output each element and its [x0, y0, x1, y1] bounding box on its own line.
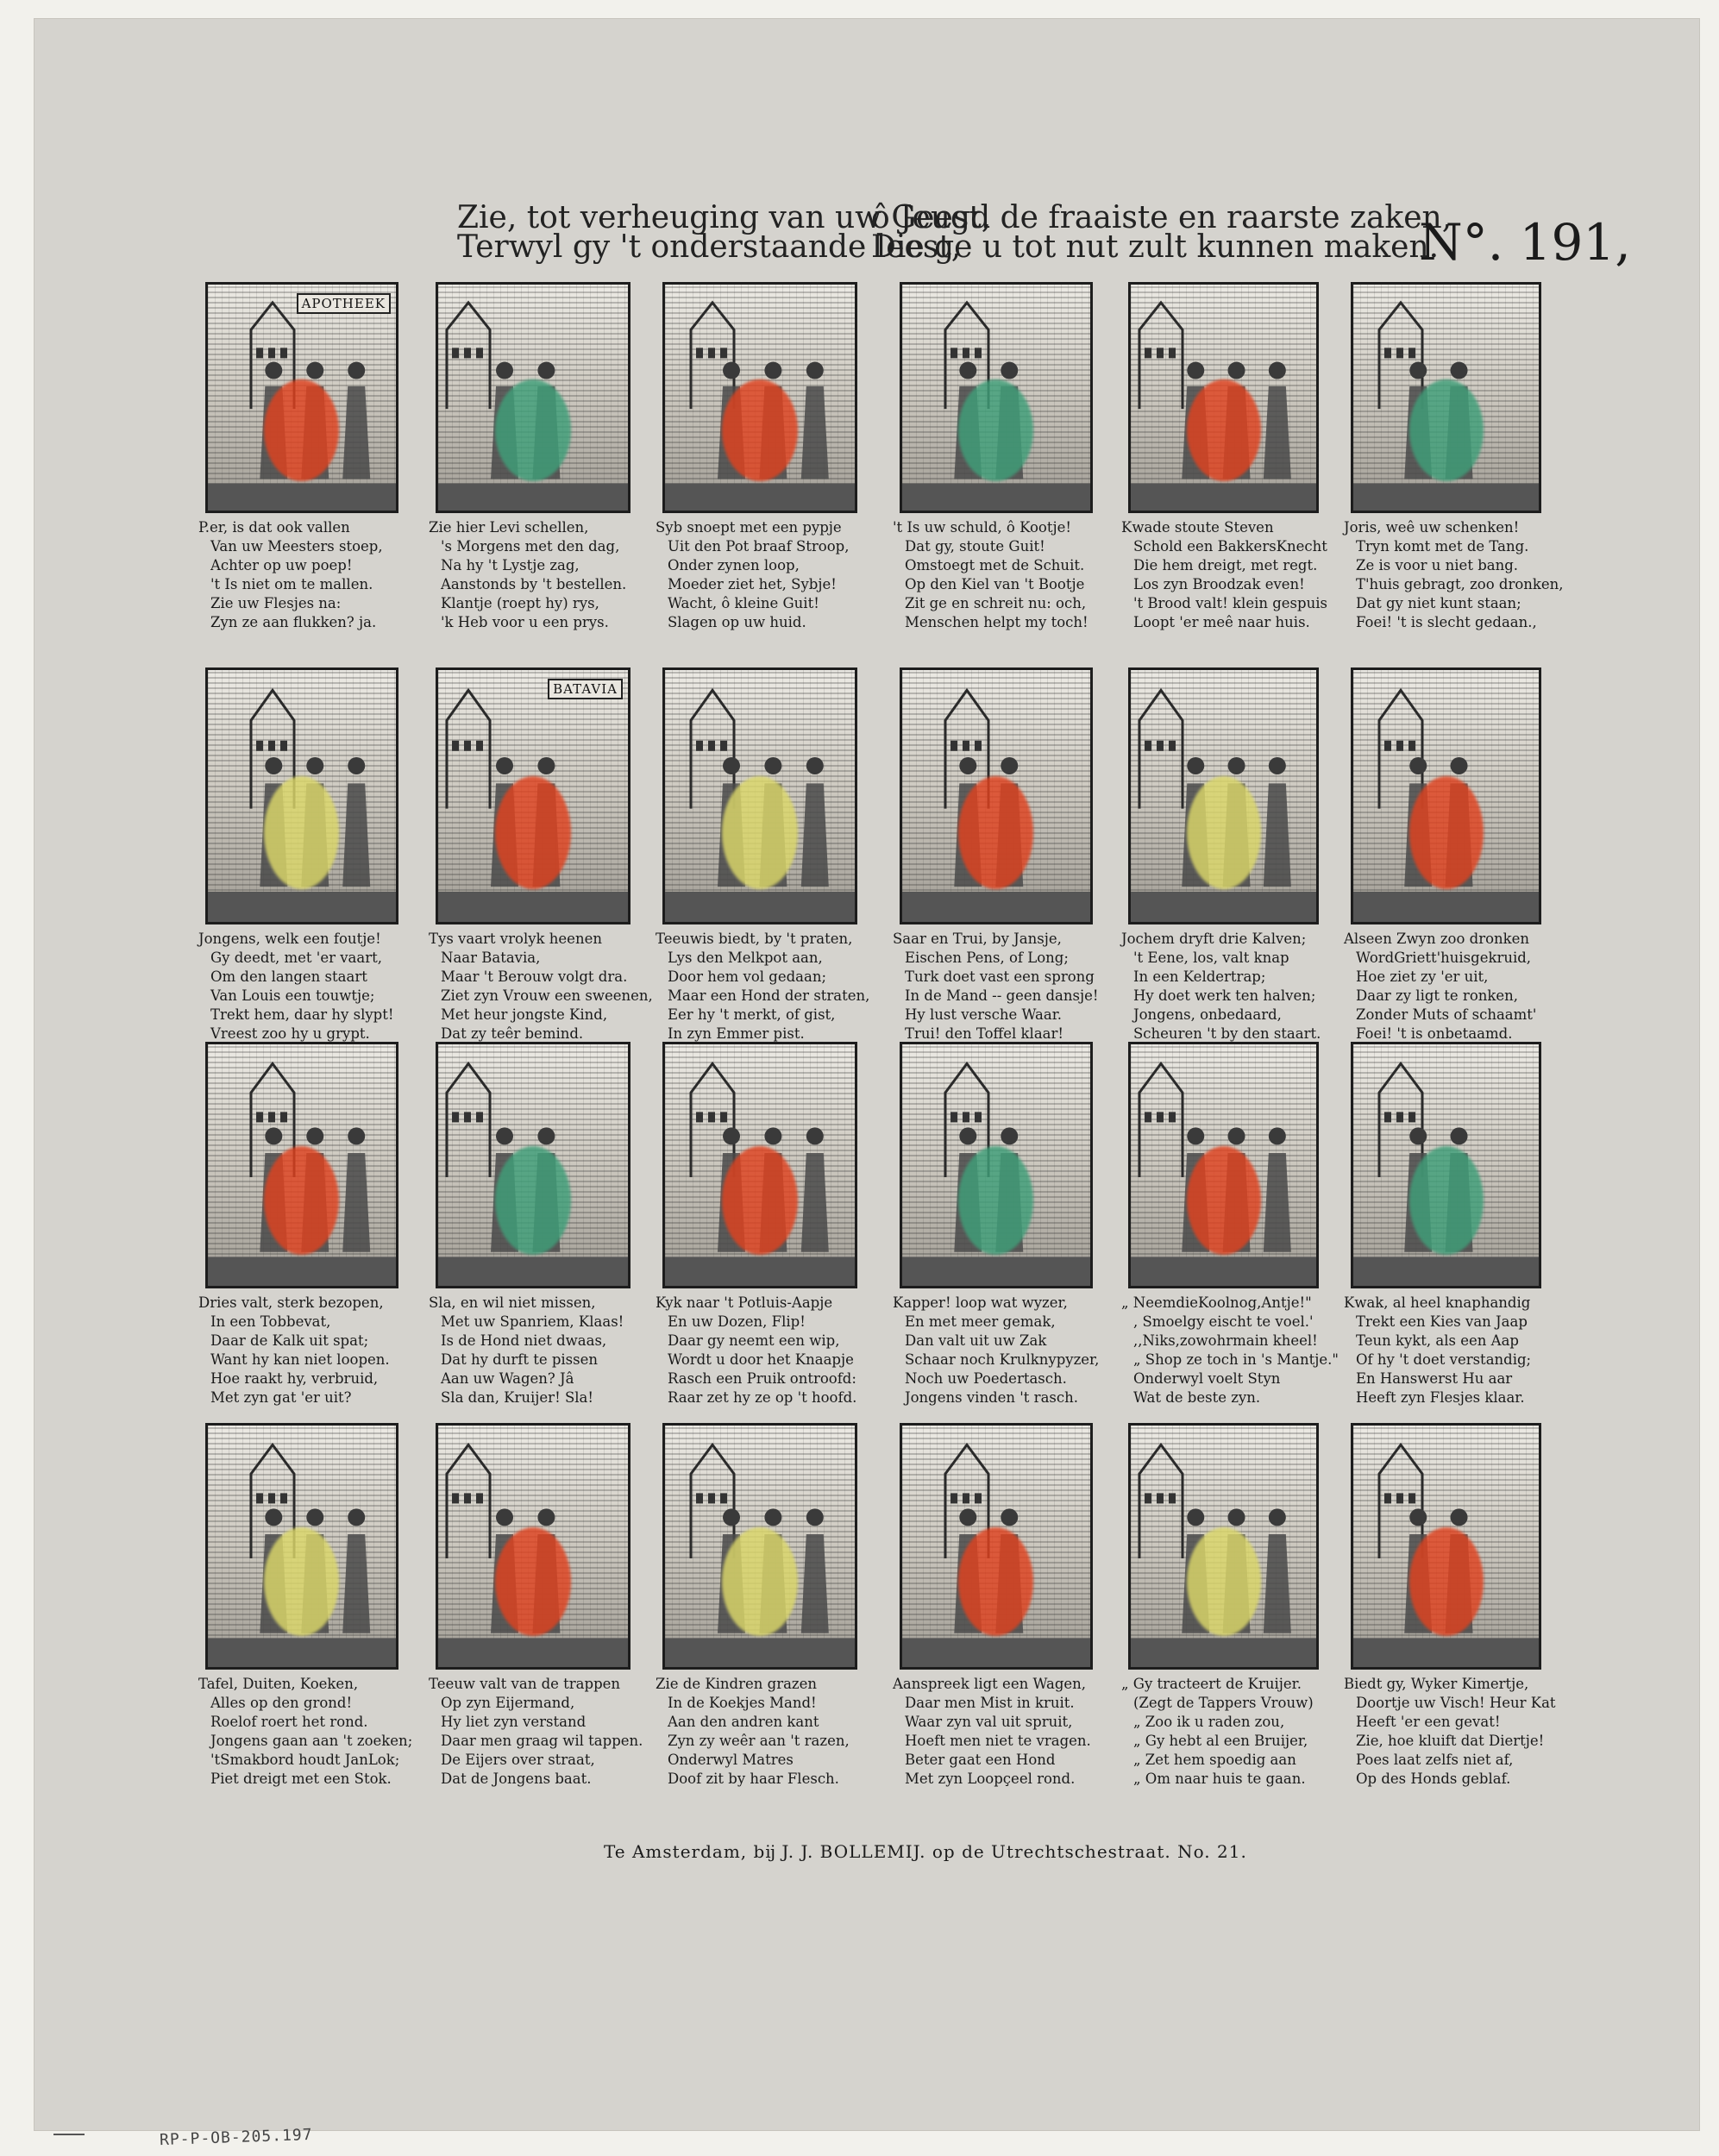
- verse-line: Dat gy niet kunt staan;: [1356, 595, 1521, 611]
- verse-line: Dat gy, stoute Guit!: [905, 538, 1045, 555]
- verse-line: Daar men Mist in kruit.: [905, 1695, 1075, 1711]
- verse-caption: [429, 518, 626, 632]
- verse-line: P.er, is dat ook vallen: [198, 519, 350, 536]
- verse-line: In een Keldertrap;: [1133, 968, 1266, 985]
- verse-line: Beter gaat een Hond: [905, 1752, 1056, 1768]
- verse-caption: [198, 1294, 390, 1407]
- woodcut-illustration: [1351, 1042, 1541, 1288]
- hand-colour-blot: [722, 1527, 798, 1636]
- verse-line: Doortje uw Visch! Heur Kat: [1356, 1695, 1556, 1711]
- verse-line: Poes laat zelfs niet af,: [1356, 1752, 1514, 1768]
- verse-line: Teeuw valt van de trappen: [429, 1676, 621, 1692]
- hand-colour-blot: [264, 776, 339, 889]
- verse-caption: [1121, 930, 1321, 1044]
- verse-line: Tryn komt met de Tang.: [1356, 538, 1529, 555]
- verse-line: „ Zoo ik u raden zou,: [1133, 1714, 1285, 1730]
- verse-line: Alseen Zwyn zoo dronken: [1344, 931, 1530, 947]
- verse-line: ,,Niks,zowohrmain kheel!: [1133, 1332, 1318, 1349]
- woodcut-illustration: [662, 667, 857, 924]
- verse-line: En met meer gemak,: [905, 1313, 1056, 1330]
- verse-line: Aanspreek ligt een Wagen,: [893, 1676, 1087, 1692]
- verse-line: Na hy 't Lystje zag,: [441, 557, 580, 573]
- header-verse-line-1: Zie, tot verheuging van uw Geest,: [457, 200, 992, 235]
- verse-line: Turk doet vast een sprong: [905, 968, 1095, 985]
- verse-line: Schaar noch Krulknypyzer,: [905, 1351, 1100, 1368]
- woodcut-illustration: [1351, 282, 1541, 513]
- verse-line: Kwade stoute Steven: [1121, 519, 1274, 536]
- verse-line: Die hem dreigt, met regt.: [1133, 557, 1318, 573]
- verse-line: Menschen helpt my toch!: [905, 614, 1088, 630]
- verse-line: Jongens, welk een foutje!: [198, 931, 381, 947]
- woodcut-illustration: [900, 667, 1093, 924]
- verse-line: „ NeemdieKoolnog,Antje!": [1121, 1294, 1312, 1311]
- verse-line: Tafel, Duiten, Koeken,: [198, 1676, 359, 1692]
- verse-line: In de Mand -- geen dansje!: [905, 987, 1099, 1004]
- hand-colour-blot: [958, 1527, 1033, 1636]
- verse-line: Aanstonds by 't bestellen.: [441, 576, 627, 592]
- verse-line: Maar 't Berouw volgt dra.: [441, 968, 628, 985]
- hand-colour-blot: [264, 1527, 339, 1636]
- verse-line: Moeder ziet het, Sybje!: [668, 576, 837, 592]
- verse-caption: [656, 1675, 850, 1789]
- woodcut-illustration: [1128, 1042, 1319, 1288]
- verse-line: Teun kykt, als een Aap: [1356, 1332, 1519, 1349]
- verse-line: Dat hy durft te pissen: [441, 1351, 598, 1368]
- verse-line: Joris, weê uw schenken!: [1344, 519, 1520, 536]
- verse-line: Eer hy 't merkt, of gist,: [668, 1006, 836, 1023]
- inventory-mark: RP-P-OB-205.197: [159, 2125, 313, 2150]
- verse-line: Eischen Pens, of Long;: [905, 950, 1069, 966]
- verse-line: Trui! den Toffel klaar!: [905, 1025, 1064, 1042]
- verse-line: T'huis gebragt, zoo dronken,: [1356, 576, 1564, 592]
- verse-line: 't Is uw schuld, ô Kootje!: [893, 519, 1071, 536]
- hand-colour-blot: [1187, 1146, 1261, 1255]
- hand-colour-blot: [958, 776, 1033, 889]
- woodcut-illustration: [1351, 1423, 1541, 1670]
- verse-line: „ Shop ze toch in 's Mantje.": [1133, 1351, 1339, 1368]
- verse-line: Zie hier Levi schellen,: [429, 519, 589, 536]
- verse-line: In zyn Emmer pist.: [668, 1025, 805, 1042]
- verse-line: Roelof roert het rond.: [210, 1714, 368, 1730]
- verse-line: Zit ge en schreit nu: och,: [905, 595, 1087, 611]
- woodcut-illustration: [205, 667, 398, 924]
- hand-colour-blot: [722, 1146, 798, 1255]
- hand-colour-blot: [958, 1146, 1033, 1255]
- verse-line: 'tSmakbord houdt JanLok;: [210, 1752, 400, 1768]
- verse-line: Met uw Spanriem, Klaas!: [441, 1313, 624, 1330]
- verse-line: Jongens gaan aan 't zoeken;: [210, 1733, 413, 1749]
- verse-line: Wordt u door het Knaapje: [668, 1351, 854, 1368]
- woodcut-illustration: [1128, 282, 1319, 513]
- woodcut-illustration: [205, 282, 398, 513]
- woodcut-illustration: [1351, 667, 1541, 924]
- verse-line: Rasch een Pruik ontroofd:: [668, 1370, 856, 1387]
- woodcut-illustration: [436, 1042, 631, 1288]
- hand-colour-blot: [1409, 776, 1484, 889]
- verse-caption: [656, 1294, 856, 1407]
- verse-line: Op des Honds geblaf.: [1356, 1771, 1511, 1787]
- verse-line: Scheuren 't by den staart.: [1133, 1025, 1321, 1042]
- woodcut-illustration: [900, 282, 1093, 513]
- hand-colour-blot: [1187, 776, 1261, 889]
- hand-colour-blot: [495, 1146, 571, 1255]
- verse-line: En Hanswerst Hu aar: [1356, 1370, 1513, 1387]
- verse-line: Dat zy teêr bemind.: [441, 1025, 584, 1042]
- verse-line: Hoe ziet zy 'er uit,: [1356, 968, 1489, 985]
- verse-line: Foei! 't is slecht gedaan.,: [1356, 614, 1537, 630]
- pencil-dash: [53, 2134, 85, 2135]
- verse-line: Piet dreigt met een Stok.: [210, 1771, 392, 1787]
- verse-line: Gy deedt, met 'er vaart,: [210, 950, 382, 966]
- verse-line: Sla dan, Kruijer! Sla!: [441, 1389, 593, 1406]
- verse-line: Heeft 'er een gevat!: [1356, 1714, 1501, 1730]
- verse-line: Op zyn Eijermand,: [441, 1695, 575, 1711]
- verse-line: Onder zynen loop,: [668, 557, 800, 573]
- verse-caption: [198, 1675, 412, 1789]
- verse-caption: [1121, 518, 1327, 632]
- verse-line: Tys vaart vrolyk heenen: [429, 931, 602, 947]
- verse-line: , Smoelgy eischt te voel.': [1133, 1313, 1314, 1330]
- verse-line: Raar zet hy ze op 't hoofd.: [668, 1389, 857, 1406]
- verse-line: Lys den Melkpot aan,: [668, 950, 823, 966]
- verse-line: Met zyn gat 'er uit?: [210, 1389, 352, 1406]
- verse-line: Aan den andren kant: [668, 1714, 819, 1730]
- verse-line: Waar zyn val uit spruit,: [905, 1714, 1073, 1730]
- verse-line: Doof zit by haar Flesch.: [668, 1771, 839, 1787]
- verse-line: Van uw Meesters stoep,: [210, 538, 383, 555]
- verse-line: 't Brood valt! klein gespuis: [1133, 595, 1327, 611]
- verse-line: Met heur jongste Kind,: [441, 1006, 608, 1023]
- verse-line: WordGriett'huisgekruid,: [1356, 950, 1532, 966]
- woodcut-illustration: [900, 1042, 1093, 1288]
- verse-line: Schold een BakkersKnecht: [1133, 538, 1327, 555]
- verse-caption: [1344, 518, 1564, 632]
- hand-colour-blot: [1409, 1146, 1484, 1255]
- verse-caption: [429, 930, 653, 1044]
- verse-line: Noch uw Poedertasch.: [905, 1370, 1067, 1387]
- verse-line: 't Eene, los, valt knap: [1133, 950, 1289, 966]
- woodcut-illustration: [205, 1042, 398, 1288]
- verse-line: Omstoegt met de Schuit.: [905, 557, 1085, 573]
- hand-colour-blot: [264, 1146, 339, 1255]
- verse-line: Dan valt uit uw Zak: [905, 1332, 1047, 1349]
- verse-line: 'k Heb voor u een prys.: [441, 614, 609, 630]
- verse-line: Teeuwis biedt, by 't praten,: [656, 931, 853, 947]
- woodcut-illustration: [436, 282, 631, 513]
- verse-line: Zyn ze aan flukken? ja.: [210, 614, 377, 630]
- verse-caption: [1344, 1675, 1556, 1789]
- verse-caption: [893, 1294, 1099, 1407]
- verse-line: Maar een Hond der straten,: [668, 987, 870, 1004]
- woodcut-illustration: [436, 667, 631, 924]
- verse-line: Foei! 't is onbetaamd.: [1356, 1025, 1513, 1042]
- verse-caption: [893, 930, 1099, 1044]
- hand-colour-blot: [722, 379, 798, 481]
- verse-caption: [1121, 1294, 1339, 1407]
- verse-line: Ziet zyn Vrouw een sweenen,: [441, 987, 653, 1004]
- verse-line: Vreest zoo hy u grypt.: [210, 1025, 370, 1042]
- verse-line: Alles op den grond!: [210, 1695, 353, 1711]
- verse-line: Of hy 't doet verstandig;: [1356, 1351, 1532, 1368]
- verse-line: Aan uw Wagen? Jâ: [441, 1370, 574, 1387]
- verse-line: De Eijers over straat,: [441, 1752, 595, 1768]
- verse-line: Want hy kan niet loopen.: [210, 1351, 390, 1368]
- woodcut-sign-label: APOTHEEK: [297, 293, 391, 314]
- verse-line: Is de Hond niet dwaas,: [441, 1332, 607, 1349]
- verse-line: En uw Dozen, Flip!: [668, 1313, 806, 1330]
- verse-caption: [1121, 1675, 1314, 1789]
- verse-line: Wat de beste zyn.: [1133, 1389, 1261, 1406]
- verse-line: Kapper! loop wat wyzer,: [893, 1294, 1068, 1311]
- verse-line: Ze is voor u niet bang.: [1356, 557, 1519, 573]
- verse-line: Zyn zy weêr aan 't razen,: [668, 1733, 850, 1749]
- verse-line: Kwak, al heel knaphandig: [1344, 1294, 1531, 1311]
- verse-line: Onderwyl Matres: [668, 1752, 794, 1768]
- verse-line: Sla, en wil niet missen,: [429, 1294, 596, 1311]
- verse-line: Heeft zyn Flesjes klaar.: [1356, 1389, 1525, 1406]
- verse-line: Saar en Trui, by Jansje,: [893, 931, 1062, 947]
- hand-colour-blot: [495, 1527, 571, 1636]
- catchpenny-print-sheet: [35, 19, 1699, 2130]
- verse-line: Daar men graag wil tappen.: [441, 1733, 643, 1749]
- verse-line: Kyk naar 't Potluis-Aapje: [656, 1294, 833, 1311]
- header-verse-line-4: Die ge u tot nut zult kunnen maken.: [871, 229, 1440, 265]
- verse-caption: [1344, 930, 1536, 1044]
- verse-line: „ Zet hem spoedig aan: [1133, 1752, 1296, 1768]
- verse-line: „ Gy tracteert de Kruijer.: [1121, 1676, 1302, 1692]
- verse-line: Onderwyl voelt Styn: [1133, 1370, 1281, 1387]
- verse-line: Loopt 'er meê naar huis.: [1133, 614, 1310, 630]
- verse-line: Om den langen staart: [210, 968, 367, 985]
- verse-caption: [198, 518, 383, 632]
- woodcut-illustration: [662, 282, 857, 513]
- verse-line: Daar zy ligt te ronken,: [1356, 987, 1519, 1004]
- verse-line: Zie uw Flesjes na:: [210, 595, 342, 611]
- woodcut-illustration: [662, 1042, 857, 1288]
- verse-line: Syb snoept met een pypje: [656, 519, 842, 536]
- hand-colour-blot: [264, 379, 339, 481]
- hand-colour-blot: [1187, 1527, 1261, 1636]
- verse-line: Daar gy neemt een wip,: [668, 1332, 840, 1349]
- verse-line: Biedt gy, Wyker Kimertje,: [1344, 1676, 1529, 1692]
- verse-caption: [656, 930, 869, 1044]
- woodcut-illustration: [205, 1423, 398, 1670]
- header-verse-line-2: Terwyl gy 't onderstaande leest,: [457, 229, 962, 265]
- verse-line: Jongens vinden 't rasch.: [905, 1389, 1078, 1406]
- sheet-number: N°. 191,: [1419, 213, 1631, 272]
- verse-line: Slagen op uw huid.: [668, 614, 806, 630]
- verse-line: Van Louis een touwtje;: [210, 987, 375, 1004]
- hand-colour-blot: [1409, 379, 1484, 481]
- verse-line: Los zyn Broodzak even!: [1133, 576, 1305, 592]
- hand-colour-blot: [495, 379, 571, 481]
- verse-caption: [1344, 1294, 1531, 1407]
- verse-caption: [656, 518, 849, 632]
- verse-line: Zonder Muts of schaamt': [1356, 1006, 1537, 1023]
- verse-line: Naar Batavia,: [441, 950, 541, 966]
- verse-caption: [429, 1675, 643, 1789]
- hand-colour-blot: [1409, 1527, 1484, 1636]
- verse-line: Met zyn Loopçeel rond.: [905, 1771, 1076, 1787]
- publisher-imprint: Te Amsterdam, bĳ J. J. BOLLEMIJ. op de Utrechtschestraat. No. 21.: [604, 1841, 1247, 1862]
- verse-line: 't Is niet om te mallen.: [210, 576, 373, 592]
- woodcut-sign-label: BATAVIA: [548, 679, 623, 699]
- hand-colour-blot: [495, 776, 571, 889]
- verse-line: Hoe raakt hy, verbruid,: [210, 1370, 379, 1387]
- verse-line: Jongens, onbedaard,: [1133, 1006, 1282, 1023]
- verse-line: Uit den Pot braaf Stroop,: [668, 538, 850, 555]
- verse-caption: [429, 1294, 624, 1407]
- hand-colour-blot: [722, 776, 798, 889]
- verse-line: In een Tobbevat,: [210, 1313, 331, 1330]
- verse-line: Hy doet werk ten halven;: [1133, 987, 1316, 1004]
- verse-line: 's Morgens met den dag,: [441, 538, 620, 555]
- verse-line: Wacht, ô kleine Guit!: [668, 595, 819, 611]
- verse-line: Op den Kiel van 't Bootje: [905, 576, 1085, 592]
- woodcut-illustration: [436, 1423, 631, 1670]
- verse-line: „ Gy hebt al een Bruijer,: [1133, 1733, 1308, 1749]
- verse-line: Zie, hoe kluift dat Diertje!: [1356, 1733, 1545, 1749]
- verse-line: In de Koekjes Mand!: [668, 1695, 817, 1711]
- woodcut-illustration: [1128, 667, 1319, 924]
- verse-line: Achter op uw poep!: [210, 557, 353, 573]
- woodcut-illustration: [900, 1423, 1093, 1670]
- verse-line: Zie de Kindren grazen: [656, 1676, 818, 1692]
- verse-caption: [893, 1675, 1091, 1789]
- header-verse-line-3: ô Jeugd de fraaiste en raarste zaken,: [871, 200, 1452, 235]
- verse-line: Hy liet zyn verstand: [441, 1714, 587, 1730]
- hand-colour-blot: [1187, 379, 1261, 481]
- verse-line: Trekt hem, daar hy slypt!: [210, 1006, 394, 1023]
- verse-line: Hy lust versche Waar.: [905, 1006, 1063, 1023]
- verse-line: Daar de Kalk uit spat;: [210, 1332, 369, 1349]
- verse-line: Door hem vol gedaan;: [668, 968, 827, 985]
- woodcut-illustration: [1128, 1423, 1319, 1670]
- verse-line: Hoeft men niet te vragen.: [905, 1733, 1091, 1749]
- verse-caption: [893, 518, 1088, 632]
- verse-line: Trekt een Kies van Jaap: [1356, 1313, 1528, 1330]
- verse-line: Klantje (roept hy) rys,: [441, 595, 599, 611]
- hand-colour-blot: [958, 379, 1033, 481]
- verse-line: Dat de Jongens baat.: [441, 1771, 592, 1787]
- verse-line: Jochem dryft drie Kalven;: [1121, 931, 1307, 947]
- verse-caption: [198, 930, 394, 1044]
- verse-line: „ Om naar huis te gaan.: [1133, 1771, 1306, 1787]
- woodcut-illustration: [662, 1423, 857, 1670]
- verse-line: Dries valt, sterk bezopen,: [198, 1294, 384, 1311]
- verse-line: (Zegt de Tappers Vrouw): [1133, 1695, 1314, 1711]
